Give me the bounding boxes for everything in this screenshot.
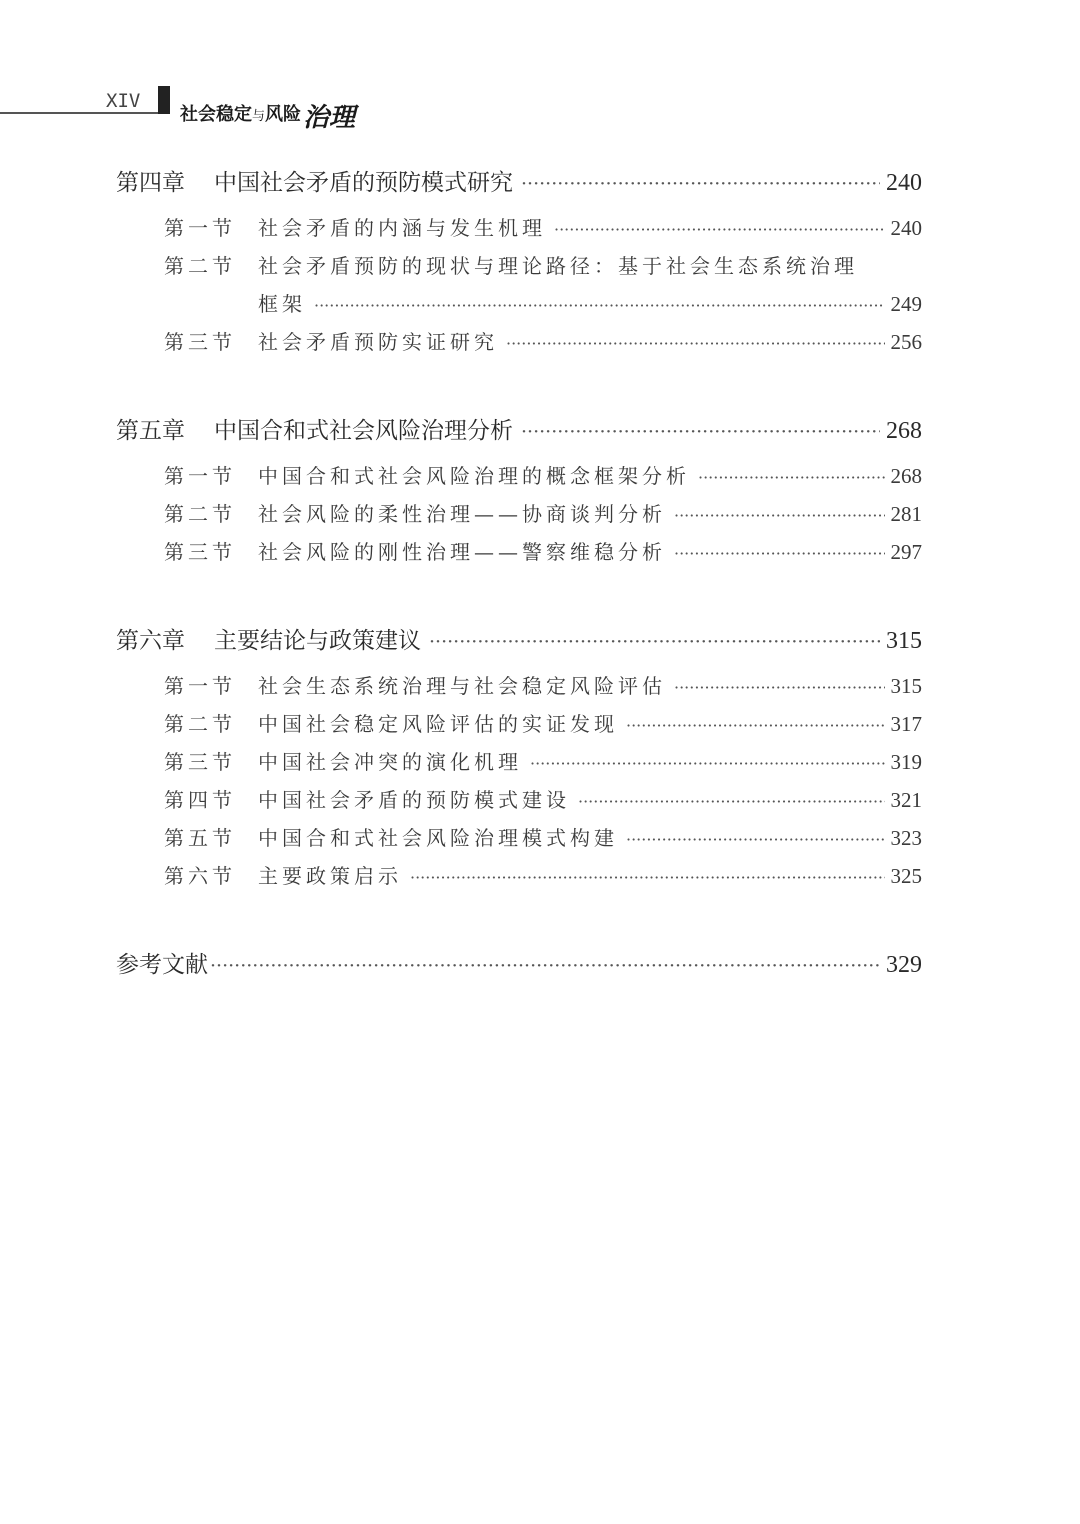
toc-chapter-4 xyxy=(116,164,922,197)
page-number: 240 xyxy=(890,216,922,240)
leader-dots xyxy=(521,421,880,443)
section-number: 第一节 xyxy=(164,674,236,698)
section-title: 中国合和式社会风险治理的概念框架分析 xyxy=(258,464,690,488)
leader-dots xyxy=(626,716,885,735)
leader-dots xyxy=(674,678,885,697)
section-title: 社会风险的柔性治理——协商谈判分析 xyxy=(258,502,666,526)
toc-section xyxy=(164,326,922,355)
leader-dots xyxy=(698,468,885,487)
toc-section xyxy=(164,498,922,527)
page-number: 321 xyxy=(890,788,922,812)
section-title: 社会矛盾预防实证研究 xyxy=(258,330,498,354)
page-number: 256 xyxy=(890,330,922,354)
leader-dots xyxy=(506,334,885,353)
leader-dots xyxy=(626,830,885,849)
section-title: 中国社会矛盾的预防模式建设 xyxy=(258,788,570,812)
toc-section xyxy=(164,860,922,889)
references-title: 参考文献 xyxy=(116,952,208,978)
section-number: 第二节 xyxy=(164,712,236,736)
toc-section xyxy=(164,212,922,241)
section-number: 第一节 xyxy=(164,216,236,240)
leader-dots xyxy=(429,631,880,653)
section-title: 中国社会稳定风险评估的实证发现 xyxy=(258,712,618,736)
page-number: 268 xyxy=(886,418,922,444)
leader-dots xyxy=(578,792,885,811)
toc-section xyxy=(164,784,922,813)
chapter-title: 中国合和式社会风险治理分析 xyxy=(214,418,513,444)
book-title-part1: 社会稳定 xyxy=(180,104,252,125)
section-number: 第三节 xyxy=(164,750,236,774)
page-number: 249 xyxy=(890,292,922,316)
leader-dots xyxy=(554,220,885,239)
toc-chapter-5 xyxy=(116,412,922,445)
leader-dots xyxy=(530,754,885,773)
page-number: 317 xyxy=(890,712,922,736)
leader-dots xyxy=(674,506,885,525)
page-number: 297 xyxy=(890,540,922,564)
section-number: 第六节 xyxy=(164,864,236,888)
section-title: 社会风险的刚性治理——警察维稳分析 xyxy=(258,540,666,564)
section-number: 第二节 xyxy=(164,254,236,278)
section-title: 主要政策启示 xyxy=(258,864,402,888)
leader-dots xyxy=(674,544,885,563)
toc-section xyxy=(164,822,922,851)
section-title: 社会矛盾的内涵与发生机理 xyxy=(258,216,546,240)
section-number: 第二节 xyxy=(164,502,236,526)
chapter-number: 第六章 xyxy=(116,628,185,654)
chapter-number: 第四章 xyxy=(116,170,185,196)
section-number: 第五节 xyxy=(164,826,236,850)
page-number: 315 xyxy=(886,628,922,654)
toc-section-continued xyxy=(258,288,922,317)
toc-section xyxy=(164,460,922,489)
header-bar-mark xyxy=(158,86,170,114)
page-number: 323 xyxy=(890,826,922,850)
chapter-title: 主要结论与政策建议 xyxy=(214,628,421,654)
section-number: 第三节 xyxy=(164,540,236,564)
book-title-part4: 治理 xyxy=(303,103,356,133)
page-number: 315 xyxy=(890,674,922,698)
book-title-part2: 与 xyxy=(252,109,266,124)
book-title-part3: 风险 xyxy=(265,104,302,125)
chapter-title: 中国社会矛盾的预防模式研究 xyxy=(214,170,513,196)
toc-section xyxy=(164,250,922,279)
toc-chapter-6 xyxy=(116,622,922,655)
toc-section xyxy=(164,536,922,565)
page-number: 319 xyxy=(890,750,922,774)
section-title-line1: 社会矛盾预防的现状与理论路径：基于社会生态系统治理 xyxy=(258,254,858,278)
page-number: 329 xyxy=(886,952,922,978)
page-number: 281 xyxy=(890,502,922,526)
page-number: 325 xyxy=(890,864,922,888)
page-number-roman: XIV xyxy=(106,90,141,112)
chapter-number: 第五章 xyxy=(116,418,185,444)
header-rule xyxy=(0,112,158,114)
toc-section xyxy=(164,708,922,737)
leader-dots xyxy=(521,173,880,195)
page-number: 240 xyxy=(886,170,922,196)
section-title: 中国社会冲突的演化机理 xyxy=(258,750,522,774)
leader-dots xyxy=(410,868,885,887)
section-number: 第一节 xyxy=(164,464,236,488)
book-title xyxy=(180,91,356,133)
section-number: 第四节 xyxy=(164,788,236,812)
page-number: 268 xyxy=(890,464,922,488)
section-title: 社会生态系统治理与社会稳定风险评估 xyxy=(258,674,666,698)
leader-dots xyxy=(314,296,885,315)
running-header xyxy=(0,82,380,133)
leader-dots xyxy=(210,955,880,977)
section-number: 第三节 xyxy=(164,330,236,354)
section-title: 中国合和式社会风险治理模式构建 xyxy=(258,826,618,850)
section-title-line2: 框架 xyxy=(258,292,306,316)
toc-section xyxy=(164,746,922,775)
toc-references xyxy=(116,946,922,979)
toc-section xyxy=(164,670,922,699)
